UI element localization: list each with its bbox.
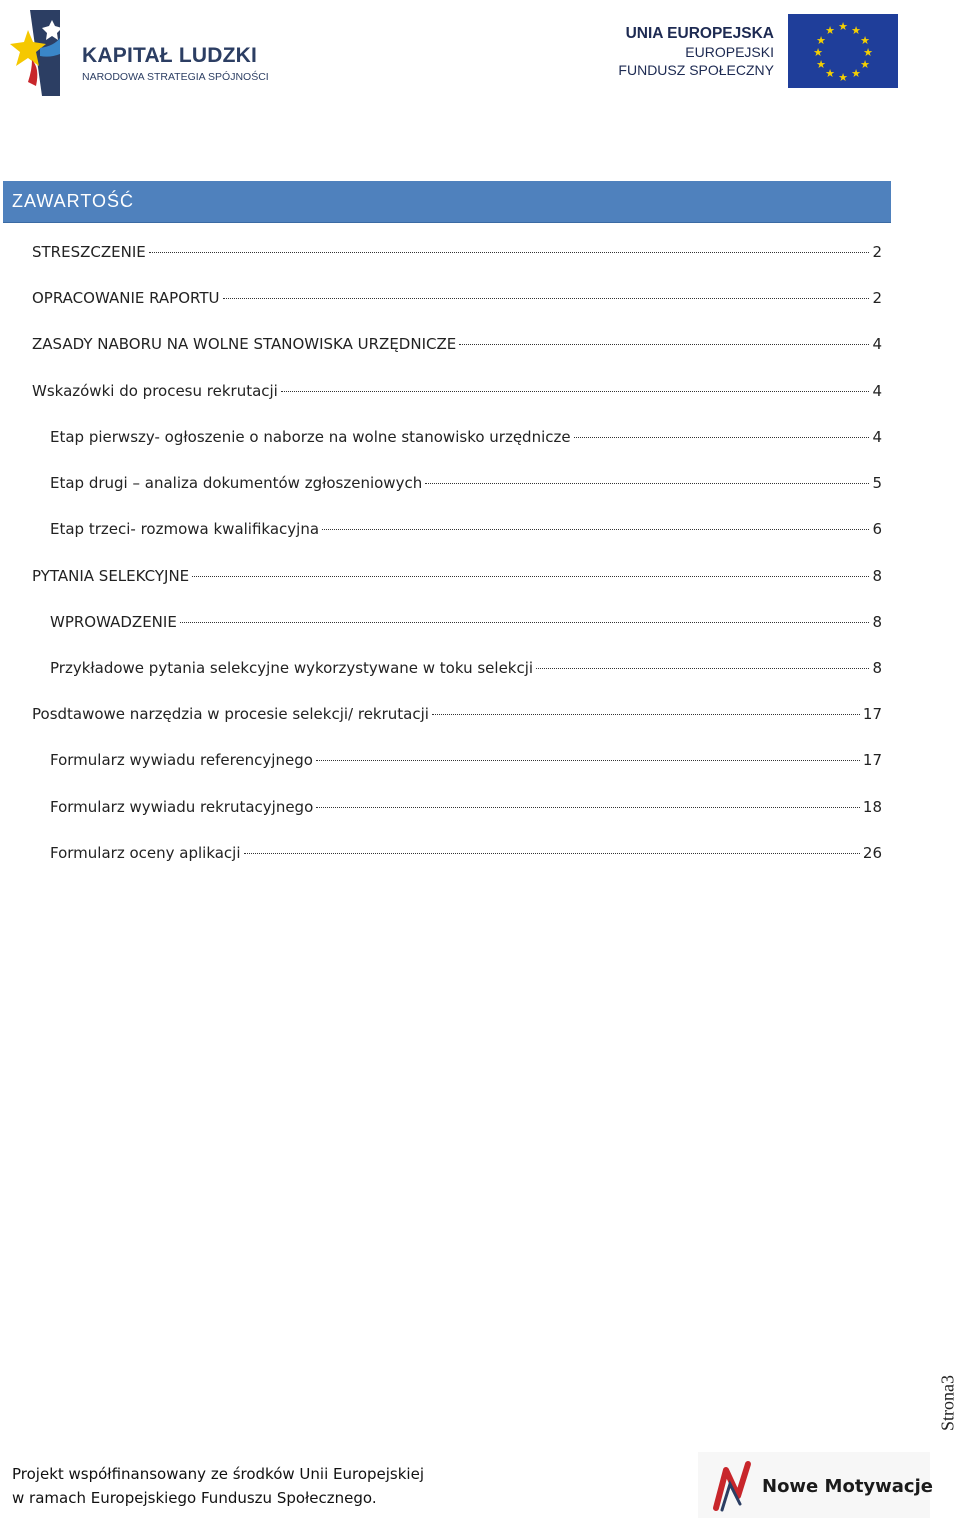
toc-entry[interactable] (32, 289, 882, 311)
page-number-label: Strona3 (937, 1375, 958, 1431)
footer-line-2: w ramach Europejskiego Funduszu Społecznego. (12, 1489, 377, 1507)
svg-text:★: ★ (816, 58, 826, 71)
toc-entry-page: 17 (862, 705, 882, 723)
toc-dot-leader (281, 391, 870, 392)
toc-dot-leader (536, 668, 869, 669)
toc-entry-label: Wskazówki do procesu rekrutacji (32, 382, 278, 400)
toc-dot-leader (432, 714, 860, 715)
eu-efs-logo (618, 14, 900, 92)
svg-text:★: ★ (860, 34, 870, 47)
eu-logo-line2: EUROPEJSKI (685, 44, 774, 60)
toc-entry-page: 6 (872, 520, 882, 538)
kapital-ludzki-emblem-icon (6, 8, 76, 100)
footer-line-1: Projekt współfinansowany ze środków Unii Europejskiej (12, 1465, 424, 1483)
toc-entry-page: 2 (872, 243, 882, 261)
toc-entry-label: Etap trzeci- rozmowa kwalifikacyjna (50, 520, 320, 538)
toc-dot-leader (180, 622, 870, 623)
toc-entry-label: OPRACOWANIE RAPORTU (32, 289, 220, 307)
toc-entry[interactable] (50, 613, 882, 635)
toc-entry-label: Posdtawowe narzędzia w procesie selekcji/ rekrutacji (32, 705, 429, 723)
toc-entry[interactable] (50, 844, 882, 866)
toc-entry[interactable] (50, 659, 882, 681)
toc-entry-page: 4 (872, 428, 882, 446)
toc-dot-leader (425, 483, 869, 484)
toc-entry-label: PYTANIA SELEKCYJNE (32, 567, 190, 585)
toc-entry-label: Formularz wywiadu rekrutacyjnego (50, 798, 314, 816)
toc-heading: ZAWARTOŚĆ (12, 191, 135, 211)
toc-entry-page: 8 (872, 659, 882, 677)
svg-text:★: ★ (863, 46, 873, 59)
toc-dot-leader (459, 344, 869, 345)
nowe-motywacje-emblem-icon (708, 1456, 768, 1516)
toc-entry-label: Etap pierwszy- ogłoszenie o naborze na wolne stanowisko urzędnicze (50, 428, 571, 446)
toc-entry-page: 4 (872, 335, 882, 353)
toc-entry-page: 8 (872, 613, 882, 631)
toc-entry-page: 18 (862, 798, 882, 816)
eu-flag-icon (788, 14, 898, 88)
svg-text:★: ★ (838, 71, 848, 84)
toc-entry-page: 8 (872, 567, 882, 585)
toc-entry-label: Etap drugi – analiza dokumentów zgłoszeniowych (50, 474, 423, 492)
toc-dot-leader (223, 298, 870, 299)
svg-text:★: ★ (851, 24, 861, 37)
toc-entry-label: Przykładowe pytania selekcyjne wykorzystywane w toku selekcji (50, 659, 534, 677)
svg-text:★: ★ (860, 58, 870, 71)
toc-entry[interactable] (32, 382, 882, 404)
nowe-motywacje-text: Nowe Motywacje (762, 1476, 933, 1497)
toc-entry[interactable] (32, 243, 882, 265)
toc-entry[interactable] (50, 474, 882, 496)
svg-text:★: ★ (813, 46, 823, 59)
toc-entry-label: WPROWADZENIE (50, 613, 177, 631)
eu-logo-line1: UNIA EUROPEJSKA (625, 25, 774, 42)
page-number-side (936, 1370, 960, 1436)
toc-entry-label: Formularz wywiadu referencyjnego (50, 751, 313, 769)
svg-text:★: ★ (825, 67, 835, 80)
toc-entry-page: 26 (862, 844, 882, 862)
toc-entry-page: 5 (872, 474, 882, 492)
nowe-motywacje-logo (698, 1452, 933, 1518)
svg-text:★: ★ (825, 24, 835, 37)
toc-entry-page: 4 (872, 382, 882, 400)
toc-entry[interactable] (32, 567, 882, 589)
svg-text:★: ★ (838, 20, 848, 33)
toc-entry-label: Formularz oceny aplikacji (50, 844, 241, 862)
kapital-ludzki-subtitle: NARODOWA STRATEGIA SPÓJNOŚCI (82, 71, 269, 83)
kapital-ludzki-logo (6, 8, 276, 100)
svg-text:★: ★ (851, 67, 861, 80)
toc-dot-leader (316, 807, 860, 808)
toc-dot-leader (322, 529, 869, 530)
toc-entry[interactable] (50, 751, 882, 773)
svg-text:★: ★ (816, 34, 826, 47)
toc-entry-label: ZASADY NABORU NA WOLNE STANOWISKA URZĘDNICZE (32, 335, 457, 353)
toc-dot-leader (149, 252, 870, 253)
toc-entry-label: STRESZCZENIE (32, 243, 146, 261)
toc-entry[interactable] (32, 335, 882, 357)
toc-dot-leader (244, 853, 860, 854)
toc-entry[interactable] (32, 705, 882, 727)
eu-logo-line3: FUNDUSZ SPOŁECZNY (618, 62, 774, 78)
toc-heading-bar (3, 181, 891, 223)
toc-entry-page: 2 (872, 289, 882, 307)
toc-dot-leader (192, 576, 869, 577)
toc-entry[interactable] (50, 798, 882, 820)
toc-dot-leader (316, 760, 860, 761)
toc-dot-leader (574, 437, 870, 438)
toc-entry[interactable] (50, 428, 882, 450)
toc-entry[interactable] (50, 520, 882, 542)
footer-funding-note (12, 1462, 424, 1510)
toc-entry-page: 17 (862, 751, 882, 769)
kapital-ludzki-title: KAPITAŁ LUDZKI (82, 44, 258, 67)
